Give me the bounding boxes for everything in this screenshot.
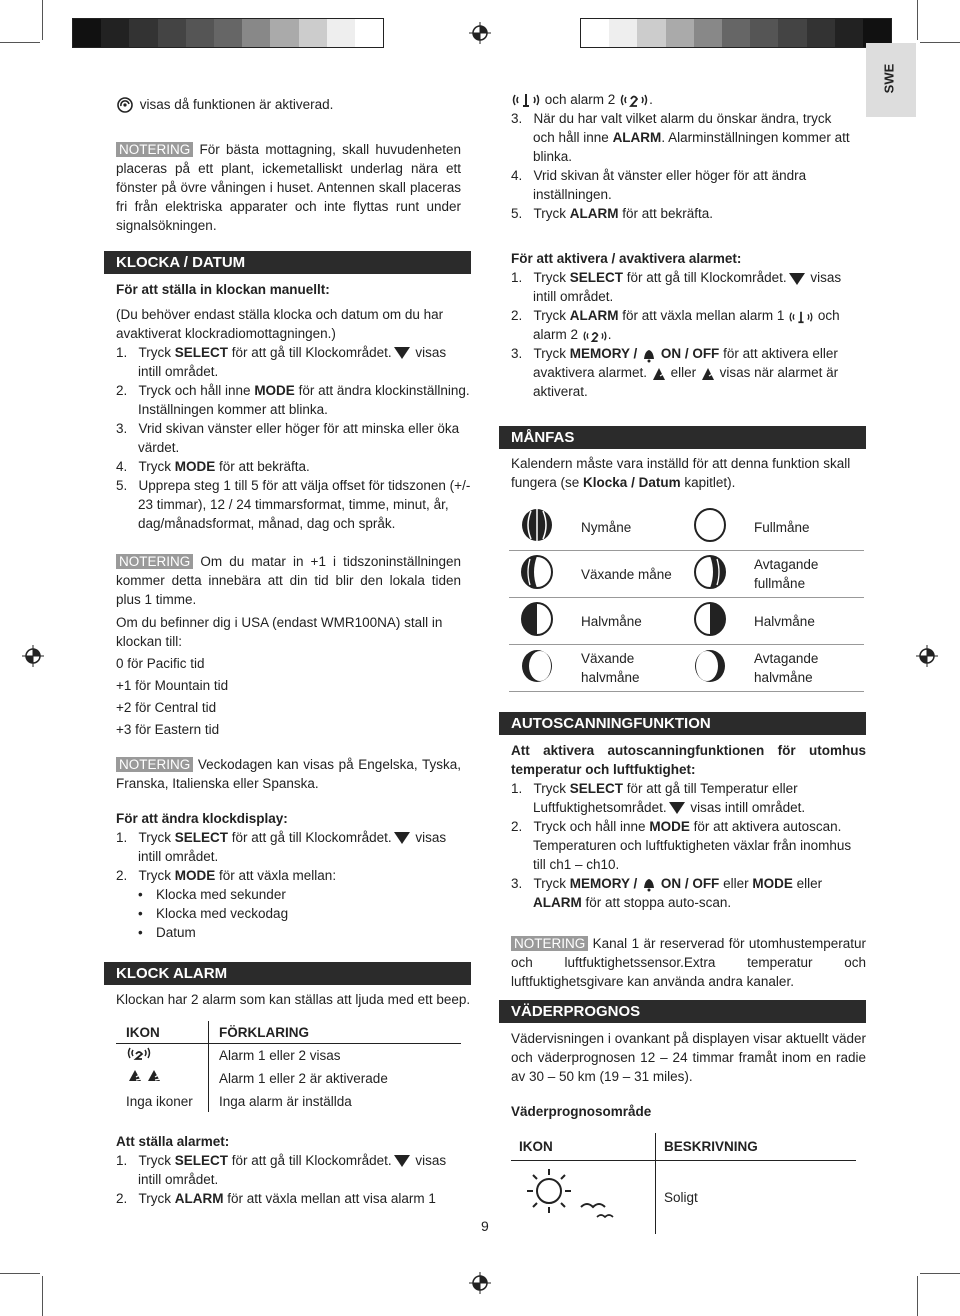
- note-1: [116, 140, 461, 235]
- list-item: 3. Vrid skivan vänster eller höger för att minska eller öka värdet.: [116, 421, 460, 455]
- manual-clock-steps: [116, 343, 471, 533]
- table-header-ikon: IKON: [116, 1021, 209, 1044]
- note-label: NOTERING: [116, 757, 193, 772]
- list-item: 3. När du har valt vilket alarm du önskar ändra, tryck och håll inne ALARM. Alarminställningen kommer att blinka.: [511, 111, 850, 165]
- note-2: [116, 552, 461, 609]
- signal-reception-icon: [116, 96, 136, 114]
- list-item: 2. Tryck och håll inne MODE för att aktivera autoscan. Temperaturen och luftfuktigheten växlar från inomhus till ch1 – ch10.: [511, 819, 852, 872]
- language-tab-label: SWE: [881, 63, 897, 94]
- crop-mark: [0, 1273, 40, 1274]
- waxing-half-moon-icon: [520, 648, 554, 684]
- list-item: 1. Tryck SELECT för att gå till Klockområdet. visas intill området.: [511, 270, 842, 305]
- set-alarm-steps: [116, 1151, 471, 1208]
- bell-icon: [641, 876, 657, 892]
- activate-alarm-steps: [511, 268, 856, 401]
- manual-clock-para: (Du behöver endast ställa klocka och datum om du har avaktiverat klockradiomottagningen.): [116, 307, 444, 341]
- full-moon-icon: [693, 507, 727, 543]
- alarm-2-wave-icon: [126, 1044, 152, 1062]
- continuation-text: och alarm 2: [544, 92, 616, 107]
- display-bullet-list: [116, 885, 461, 942]
- table-row: [116, 1044, 461, 1068]
- table-row: [509, 598, 864, 645]
- list-item: 2. Tryck MODE för att växla mellan:: [116, 868, 337, 883]
- note-3: [116, 755, 461, 793]
- activate-alarm-subheading: För att aktivera / avaktivera alarmet:: [511, 251, 742, 267]
- moon-label: Halvmåne: [738, 598, 864, 645]
- time-zone-item: +2 för Central tid: [116, 700, 217, 715]
- time-zone-list: [116, 654, 461, 739]
- waning-half-moon-icon: [693, 648, 727, 684]
- alarm-2-wave-icon: [619, 91, 649, 109]
- moon-label: Halvmåne: [565, 598, 682, 645]
- list-item: 2. Tryck och håll inne MODE för att ändra klockinställning. Inställningen kommer att blinka.: [116, 383, 470, 417]
- list-item: 1. Tryck SELECT för att gå till Klockområdet. visas intill området.: [116, 1153, 447, 1187]
- moon-label: Växande halvmåne: [565, 645, 682, 692]
- vaderprognos-para: Vädervisningen i ovankant på displayen visar aktuellt väder och väderprognosen 12 – 24 timmar framåt inom en radie av 30 – 50 km (19 – 31 miles).: [511, 1031, 866, 1084]
- note-1-text: För bästa mottagning, skall huvudenheten placeras på ett plant, ickemetalliskt underlag nära ett fönster på övre våningen i huset. Antennen skall placeras fri från elektriska apparater och inte flyttas runt under signalsökningen.: [116, 142, 461, 234]
- triangle-down-icon: [789, 273, 805, 285]
- forecast-subheading: Väderprognosområde: [511, 1104, 652, 1119]
- note-label: NOTERING: [116, 554, 193, 569]
- forecast-cell-text: Soligt: [664, 1190, 698, 1205]
- list-item: 4. Tryck MODE för att bekräfta.: [116, 459, 310, 474]
- usa-para: Om du befinner dig i USA (endast WMR100NA) stall in klockan till:: [116, 615, 443, 649]
- table-cell-label: Inga ikoner: [116, 1090, 209, 1112]
- intro-line: [116, 95, 461, 114]
- list-item: 3. Tryck MEMORY / ON / OFF eller MODE eller ALARM för att stoppa auto-scan.: [511, 876, 823, 910]
- moon-phase-table: [509, 504, 864, 692]
- table-row: [116, 1090, 461, 1112]
- bell-icon: [641, 347, 657, 363]
- note-2-text: Om du matar in +1 i tidszoninställningen kommer detta innebära att din tid blir den lokala tiden plus 1 timme.: [116, 554, 461, 607]
- registration-mark-icon: [469, 22, 491, 44]
- left-column-lower: [116, 552, 461, 942]
- moon-label: Avtagande halvmåne: [738, 645, 864, 692]
- table-cell-text: Inga alarm är inställda: [219, 1093, 352, 1109]
- table-cell-text: Alarm 1 eller 2 är aktiverade: [219, 1071, 388, 1086]
- set-alarm-subheading: Att ställa alarmet:: [116, 1134, 230, 1149]
- alarm-1-wave-icon: [511, 91, 541, 109]
- table-cell-text: Alarm 1 eller 2 visas: [219, 1048, 341, 1063]
- triangle-down-icon: [394, 347, 410, 359]
- time-zone-item: 0 för Pacific tid: [116, 656, 205, 671]
- autoscan-section: [499, 712, 866, 991]
- table-row: [509, 504, 864, 551]
- registration-mark-icon: [22, 645, 44, 667]
- note-3-text: Veckodagen kan visas på Engelska, Tyska, Franska, Italienska eller Spanska.: [116, 757, 461, 791]
- crop-mark: [0, 42, 40, 43]
- section-autoscan-heading: AUTOSCANNINGFUNKTION: [499, 712, 866, 735]
- half-moon-icon: [693, 601, 727, 637]
- table-row: [116, 1067, 461, 1090]
- crop-mark: [920, 42, 960, 43]
- table-header-forklaring: FÖRKLARING: [209, 1021, 462, 1044]
- alarm-1-wave-icon: [788, 309, 814, 325]
- klock-alarm-section: [104, 962, 471, 1208]
- alarm-2-wave-icon: [582, 328, 608, 344]
- grayscale-bar: [72, 18, 384, 48]
- list-item: 2. Tryck ALARM för att växla mellan alarm 1 och alarm 2 .: [511, 308, 840, 343]
- list-item: 2. Tryck ALARM för att växla mellan att visa alarm 1: [116, 1191, 436, 1206]
- registration-mark-icon: [916, 645, 938, 667]
- table-row: [509, 551, 864, 598]
- list-item: 5. Upprepa steg 1 till 5 för att välja offset för tidszonen (+/- 23 timmar), 12 / 24 timmarsformat, timme, minut, år, dag/månadsformat, månad, dag och språk.: [116, 478, 471, 531]
- manfas-section: [499, 426, 866, 692]
- forecast-table: [511, 1133, 856, 1234]
- section-vaderprognos-heading: VÄDERPROGNOS: [499, 1000, 866, 1023]
- vaderprognos-section: [499, 1000, 866, 1234]
- display-steps: [116, 828, 461, 885]
- note-label: NOTERING: [116, 142, 193, 157]
- left-column-main: [104, 251, 471, 533]
- bullet-item: • Klocka med sekunder: [138, 885, 461, 904]
- list-item: 1. Tryck SELECT för att gå till Temperatur eller Luftfuktighetsområdet. visas intill området.: [511, 781, 806, 815]
- time-zone-item: +3 för Eastern tid: [116, 722, 220, 737]
- registration-mark-icon: [469, 1272, 491, 1294]
- sun-icon: [519, 1167, 619, 1223]
- triangle-down-icon: [394, 832, 410, 844]
- waning-full-moon-icon: [693, 554, 727, 590]
- list-item: 1. Tryck SELECT för att gå till Klockområdet. visas intill området.: [116, 830, 447, 864]
- section-klock-alarm-heading: KLOCK ALARM: [104, 962, 471, 985]
- note-4-text: Kanal 1 är reserverad för utomhustemperatur och luftfuktighetssensor.Extra temperatur och luftfuktighetsgivare kan använda andra kanaler.: [511, 936, 866, 989]
- klock-alarm-para: Klockan har 2 alarm som kan ställas att ljuda med ett beep.: [116, 992, 471, 1007]
- list-item: 4. Vrid skivan åt vänster eller höger för att ändra inställningen.: [511, 168, 807, 203]
- alarm-continuation-steps: [511, 109, 856, 223]
- crop-mark: [920, 1273, 960, 1274]
- list-item: 3. Tryck MEMORY / ON / OFF för att aktivera eller avaktivera alarmet. eller visas när alarmet är aktiverat.: [511, 346, 839, 400]
- note-4: [511, 934, 866, 991]
- language-tab: [866, 43, 916, 117]
- manual-clock-subheading: För att ställa in klockan manuellt:: [116, 282, 330, 297]
- moon-label: Fullmåne: [738, 504, 864, 551]
- crop-mark: [42, 0, 43, 40]
- intro-text: visas då funktionen är aktiverad.: [139, 97, 334, 112]
- list-item: 5. Tryck ALARM för att bekräfta.: [511, 206, 714, 222]
- page-number: 9: [481, 1218, 489, 1234]
- crop-mark: [917, 1276, 918, 1316]
- left-column: [116, 95, 461, 259]
- manfas-para: Kalendern måste vara inställd för att denna funktion skall fungera (se Klocka / Datum kapitlet).: [511, 456, 851, 490]
- right-column: [511, 90, 856, 401]
- moon-label: Växande måne: [565, 551, 682, 598]
- half-moon-icon: [520, 601, 554, 637]
- crop-mark: [42, 1276, 43, 1316]
- section-klocka-datum-heading: KLOCKA / DATUM: [104, 251, 471, 274]
- table-row: [511, 1161, 856, 1235]
- list-item: 1. Tryck SELECT för att gå till Klockområdet. visas intill området.: [116, 345, 447, 379]
- bullet-item: • Klocka med veckodag: [138, 904, 461, 923]
- crop-mark: [917, 0, 918, 40]
- forecast-header-beskrivning: BESKRIVNING: [656, 1133, 857, 1161]
- triangle-down-icon: [669, 802, 685, 814]
- waxing-moon-icon: [520, 554, 554, 590]
- section-manfas-heading: MÅNFAS: [499, 426, 866, 449]
- alarm-active-icon: [126, 1067, 166, 1085]
- new-moon-icon: [520, 507, 554, 543]
- alarm-active-icon: [700, 366, 716, 382]
- display-subheading: För att ändra klockdisplay:: [116, 811, 288, 826]
- time-zone-item: +1 för Mountain tid: [116, 678, 229, 693]
- triangle-down-icon: [394, 1155, 410, 1167]
- forecast-header-ikon: IKON: [511, 1133, 656, 1161]
- moon-label: Avtagande fullmåne: [738, 551, 864, 598]
- table-row: [509, 645, 864, 692]
- bullet-item: • Datum: [138, 923, 461, 942]
- alarm-icon-table: [116, 1021, 461, 1112]
- moon-label: Nymåne: [565, 504, 682, 551]
- alarm-active-icon: [651, 366, 667, 382]
- autoscan-subheading: Att aktivera autoscanningfunktionen för utomhus temperatur och luftfuktighet:: [511, 743, 866, 777]
- grayscale-bar-right: [580, 18, 892, 48]
- continuation-line: och alarm 2 .: [511, 90, 856, 109]
- autoscan-steps: [511, 779, 866, 912]
- note-label: NOTERING: [511, 936, 588, 951]
